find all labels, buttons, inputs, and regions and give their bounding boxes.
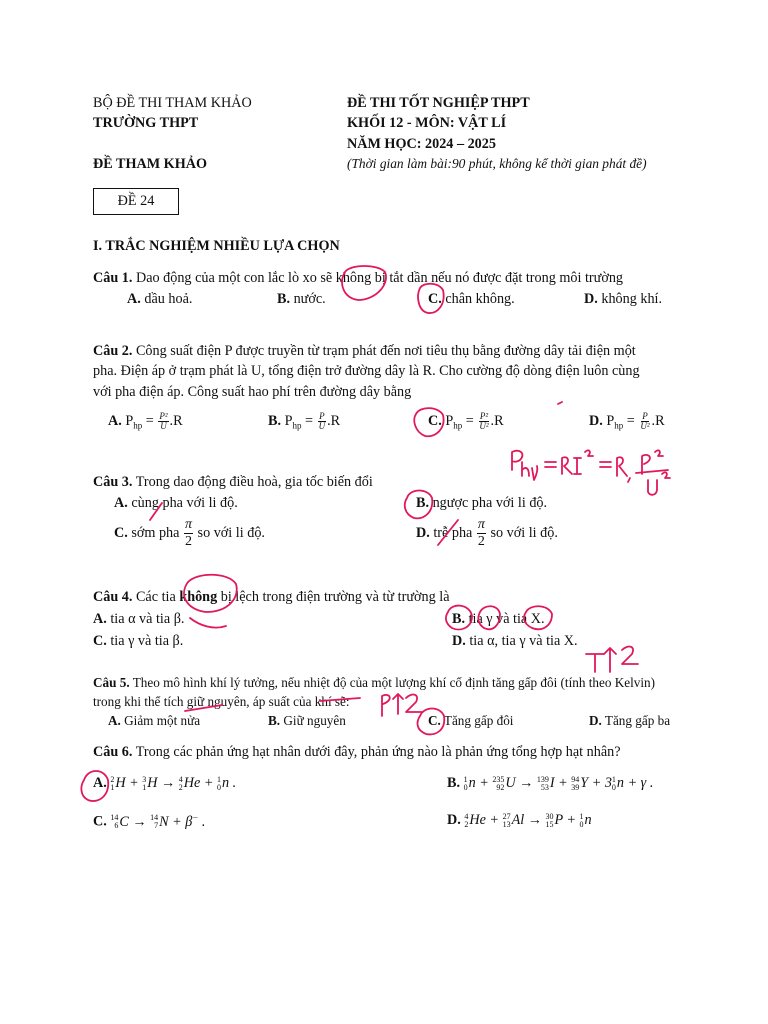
fraction (639, 412, 650, 431)
tick-mark (558, 402, 562, 404)
option-text: Giữ nguyên (280, 713, 346, 728)
question-text-line3: với pha điện áp. Công suất hao phí trên đường dây bằng (93, 384, 412, 400)
times-r: .R (169, 412, 183, 429)
q6-option-b[interactable] (447, 775, 653, 792)
fraction (158, 412, 168, 431)
question-text-line2: trong khi thể tích giữ nguyên, áp suất của khí sẽ: (93, 694, 350, 709)
power-symbol: P (606, 412, 615, 429)
option-key: C. (114, 524, 128, 541)
question-text-line1: Theo mô hình khí lý tưởng, nếu nhiệt độ của một lượng khí cố định tăng gấp đôi (tính theo Kelvin) (129, 675, 656, 690)
option-text: Tăng gấp đôi (440, 713, 514, 728)
option-text: so với li độ. (194, 524, 265, 541)
question-label: Câu 5. (93, 675, 130, 690)
q4-option-c[interactable] (93, 633, 183, 650)
question-text-line2: pha. Điện áp ở trạm phát là U, tổng điện trở đường dây là R. Cho cường độ dòng điện luôn cùng (93, 363, 640, 379)
q1-option-d[interactable] (584, 291, 662, 308)
option-key: C. (428, 412, 442, 429)
handwritten-formula (636, 470, 668, 473)
option-key: B. (416, 495, 430, 511)
option-text: không khí. (597, 291, 663, 307)
option-key: A. (114, 495, 128, 511)
power-subscript: hp (614, 420, 624, 431)
pi-over-2 (184, 517, 193, 550)
exam-subject: KHỐI 12 - MÔN: VẬT LÍ (347, 115, 507, 131)
q1-option-b[interactable] (277, 291, 326, 308)
fraction (318, 412, 327, 431)
option-text: Tăng gấp ba (601, 713, 671, 728)
option-key: A. (93, 611, 107, 627)
strike-mark (190, 618, 226, 628)
q2-option-d[interactable] (589, 412, 665, 431)
power-symbol: P (125, 412, 134, 429)
q1-option-c[interactable] (428, 291, 515, 308)
handwritten-note (604, 648, 616, 672)
question-text: Trong dao động điều hoà, gia tốc biến đổi (132, 474, 373, 490)
power-subscript: hp (453, 420, 463, 431)
reaction-equation: 14 6 C → 14 7 N + β− . (110, 812, 206, 831)
power-subscript: hp (133, 420, 143, 431)
power-symbol: P (284, 412, 293, 429)
exam-code-box: ĐỀ 24 (93, 188, 179, 215)
numerator: P (319, 411, 325, 421)
option-key: C. (93, 813, 107, 830)
question-label: Câu 2. (93, 343, 133, 359)
q3-option-c[interactable] (114, 517, 265, 550)
denominator: U (318, 421, 326, 431)
school-header-line2: TRƯỜNG THPT (93, 115, 199, 131)
question-text: Trong các phản ứng hạt nhân dưới đây, phản ứng nào là phản ứng tổng hợp hạt nhân? (132, 744, 621, 760)
option-key: B. (268, 713, 281, 728)
handwritten-formula (662, 472, 670, 478)
option-text: so với li độ. (486, 524, 558, 541)
q6-option-a[interactable] (93, 775, 236, 792)
q2-option-a[interactable] (108, 412, 183, 431)
handwritten-formula (617, 457, 627, 476)
handwritten-formula (512, 451, 522, 470)
numerator: P² (159, 411, 168, 421)
q5-option-b[interactable] (268, 713, 346, 729)
power-subscript: hp (292, 420, 302, 431)
exam-school-year: NĂM HỌC: 2024 – 2025 (347, 136, 496, 152)
option-text: trễ pha (429, 524, 476, 541)
option-key: D. (447, 812, 461, 828)
option-key: A. (93, 775, 107, 791)
question-text-line1: Công suất điện P được truyền từ trạm phát đến nơi tiêu thụ bằng đường dây tải điện một (132, 343, 636, 359)
q3-option-b[interactable] (416, 495, 547, 512)
option-key: A. (127, 291, 141, 307)
question-4 (93, 589, 450, 606)
option-text: tia α và tia β. (106, 611, 185, 627)
pi-over-2 (477, 517, 486, 550)
option-text: nước. (290, 291, 326, 307)
exam-title: ĐỀ THI TỐT NGHIỆP THPT (347, 95, 530, 111)
option-text: tia γ và tia X. (465, 611, 545, 627)
question-3 (93, 474, 373, 491)
times-r: .R (651, 412, 665, 429)
option-key: D. (589, 412, 603, 429)
question-text: Dao động của một con lắc lò xo sẽ không bị tắt dần nếu nó được đặt trong môi trường (132, 270, 624, 286)
equals-sign: = (301, 412, 317, 429)
school-header-line1: BỘ ĐỀ THI THAM KHẢO (93, 95, 252, 111)
handwritten-note (622, 647, 638, 664)
denominator: U (160, 421, 167, 431)
handwritten-note (382, 695, 390, 716)
equals-sign: = (142, 412, 158, 429)
question-2 (93, 343, 636, 360)
question-text: Các tia (132, 589, 180, 605)
handwritten-formula (522, 462, 537, 480)
option-key: D. (589, 713, 602, 728)
power-symbol: P (445, 412, 454, 429)
option-key: D. (452, 633, 466, 649)
handwritten-formula (642, 455, 650, 474)
equals-sign: = (623, 412, 639, 429)
option-text: ngược pha với li độ. (429, 495, 548, 511)
numerator: P (642, 411, 648, 421)
q5-option-c[interactable] (428, 713, 513, 729)
times-r: .R (490, 412, 504, 429)
option-key: B. (277, 291, 291, 307)
option-text: tia α, tia γ và tia X. (465, 633, 578, 649)
q4-option-d[interactable] (452, 633, 578, 650)
q3-option-a[interactable] (114, 495, 238, 512)
option-key: C. (428, 713, 441, 728)
option-key: D. (584, 291, 598, 307)
question-emphasis: không (179, 589, 218, 605)
option-key: C. (428, 291, 442, 307)
option-text: tia γ và tia β. (106, 633, 184, 649)
option-key: B. (268, 412, 282, 429)
times-r: .R (327, 412, 341, 429)
question-label: Câu 6. (93, 744, 133, 760)
q2-option-c[interactable] (428, 412, 504, 431)
q3-option-d[interactable] (416, 517, 558, 550)
handwritten-formula (574, 458, 581, 474)
handwritten-formula (545, 462, 556, 467)
fraction (478, 412, 489, 431)
exam-time-note: (Thời gian làm bài:90 phút, không kể thời gian phát đề) (347, 156, 647, 171)
equals-sign: = (462, 412, 478, 429)
question-1 (93, 270, 623, 287)
q2-option-b[interactable] (268, 412, 340, 431)
denominator: 2 (477, 534, 485, 549)
q4-option-a[interactable] (93, 611, 184, 628)
question-5 (93, 675, 655, 691)
handwritten-formula (562, 457, 572, 474)
numerator: π (184, 517, 192, 532)
denominator: 2 (184, 534, 192, 549)
q1-option-a[interactable] (127, 291, 192, 308)
q6-option-c[interactable] (93, 812, 205, 831)
option-key: A. (108, 412, 122, 429)
q5-option-a[interactable] (108, 713, 200, 729)
reaction-equation: 1 0 n + 235 92 U → 139 53 I + 94 39 Y + 3 1 0 n + γ . (463, 774, 654, 792)
q6-option-d[interactable] (447, 812, 592, 829)
option-text: Giảm một nửa (120, 713, 201, 728)
option-text: dầu hoả. (140, 291, 193, 307)
handwritten-note (393, 694, 403, 714)
handwritten-formula (628, 478, 630, 482)
section-title: I. TRẮC NGHIỆM NHIỀU LỰA CHỌN (93, 238, 340, 254)
handwritten-note (586, 654, 604, 672)
handwritten-note (406, 695, 422, 712)
denominator: U² (479, 421, 489, 431)
question-text: bị lệch trong điện trường và từ trường là (217, 589, 450, 605)
handwritten-formula (655, 450, 663, 456)
question-6 (93, 744, 621, 761)
numerator: π (477, 517, 485, 532)
q4-option-b[interactable] (452, 611, 545, 628)
handwritten-formula (600, 462, 611, 467)
handwritten-formula (585, 450, 593, 456)
option-key: A. (108, 713, 121, 728)
reaction-equation: 2 1 H + 3 1 H → 4 2 He + 1 0 n . (110, 774, 237, 792)
exam-type-label: ĐỀ THAM KHẢO (93, 156, 208, 172)
question-label: Câu 4. (93, 589, 133, 605)
question-label: Câu 1. (93, 270, 133, 286)
option-text: chân không. (441, 291, 515, 307)
option-key: B. (447, 775, 461, 791)
reaction-equation: 4 2 He + 27 13 Al → 30 15 P + 1 0 n (464, 811, 592, 829)
option-text: cùng pha với li độ. (127, 495, 238, 511)
question-label: Câu 3. (93, 474, 133, 490)
option-key: C. (93, 633, 107, 649)
option-key: B. (452, 611, 466, 627)
option-text: sớm pha (127, 524, 183, 541)
handwritten-formula (648, 480, 657, 495)
option-key: D. (416, 524, 430, 541)
numerator: P² (479, 411, 489, 421)
q5-option-d[interactable] (589, 713, 670, 729)
denominator: U² (640, 421, 650, 431)
